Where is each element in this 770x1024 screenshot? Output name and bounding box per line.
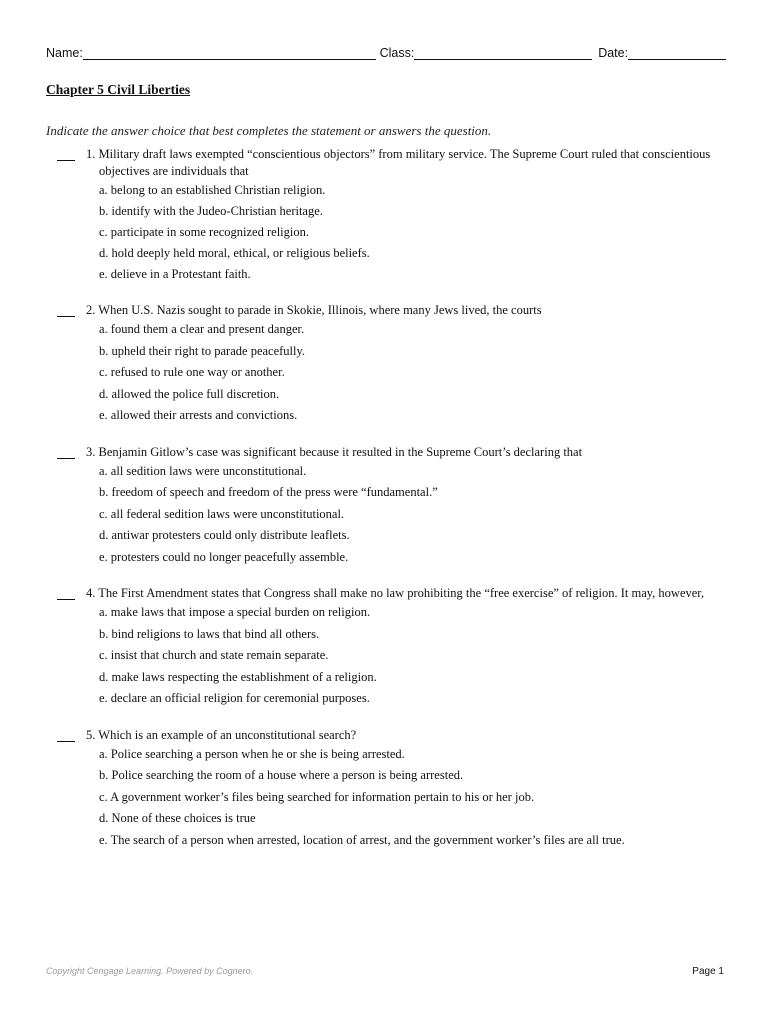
answer-blank-2[interactable]: [57, 316, 75, 317]
answer-choice: e. delieve in a Protestant faith.: [99, 267, 251, 281]
answer-choice: e. The search of a person when arrested, location of arrest, and the government worker’s files are all true.: [99, 832, 625, 847]
answer-choice: c. insist that church and state remain separate.: [99, 648, 329, 662]
class-label: Class:: [379, 46, 415, 60]
answer-choice: d. hold deeply held moral, ethical, or religious beliefs.: [99, 246, 370, 260]
question-stem: 3. Benjamin Gitlow’s case was significant because it resulted in the Supreme Court’s declaring that: [86, 444, 583, 459]
date-blank[interactable]: [628, 46, 726, 60]
instructions: Indicate the answer choice that best completes the statement or answers the question.: [46, 123, 492, 138]
answer-choice: d. make laws respecting the establishment of a religion.: [99, 669, 377, 684]
answer-choice: a. Police searching a person when he or she is being arrested.: [99, 746, 405, 761]
question-1: [0, 146, 770, 285]
question-stem: 1. Military draft laws exempted “conscientious objectors” from military service. The Supreme Court ruled that conscientious objectives are individuals that: [86, 147, 711, 178]
answer-choice: d. antiwar protesters could only distribute leaflets.: [99, 528, 350, 542]
answer-choice: a. make laws that impose a special burden on religion.: [99, 605, 371, 619]
question-5: [0, 727, 770, 852]
answer-choice: b. identify with the Judeo-Christian heritage.: [99, 204, 323, 218]
question-list: [0, 146, 770, 868]
answer-choice: c. participate in some recognized religion.: [99, 225, 309, 239]
copyright-notice: Copyright Cengage Learning. Powered by Cognero.: [46, 966, 254, 976]
answer-choice: e. declare an official religion for ceremonial purposes.: [99, 691, 370, 705]
answer-choice: d. allowed the police full discretion.: [99, 386, 280, 401]
answer-choice: b. bind religions to laws that bind all others.: [99, 626, 320, 641]
answer-choice: e. protesters could no longer peacefully assemble.: [99, 549, 349, 564]
answer-choice: c. refused to rule one way or another.: [99, 365, 285, 379]
question-stem: 4. The First Amendment states that Congress shall make no law prohibiting the “free exercise” of religion. It may, however,: [86, 586, 705, 600]
question-4: [0, 585, 770, 710]
answer-choice: a. found them a clear and present danger.: [99, 322, 305, 336]
answer-choice: b. Police searching the room of a house where a person is being arrested.: [99, 768, 464, 782]
header-fields: [46, 46, 726, 60]
answer-blank-3[interactable]: [57, 458, 75, 459]
answer-choice: a. all sedition laws were unconstitutional.: [99, 463, 307, 478]
date-label: Date:: [598, 46, 629, 60]
answer-choice: e. allowed their arrests and convictions.: [99, 408, 298, 422]
answer-blank-1[interactable]: [57, 160, 75, 161]
answer-blank-5[interactable]: [57, 741, 75, 742]
question-3: [0, 444, 770, 569]
answer-choice: b. upheld their right to parade peacefully.: [99, 343, 306, 358]
answer-choice: b. freedom of speech and freedom of the press were “fundamental.”: [99, 485, 438, 499]
question-stem: 5. Which is an example of an unconstitutional search?: [86, 727, 357, 742]
name-blank[interactable]: [83, 46, 376, 60]
answer-choice: c. all federal sedition laws were unconstitutional.: [99, 506, 345, 521]
answer-choice: c. A government worker’s files being searched for information pertain to his or her job.: [99, 789, 535, 804]
chapter-title: Chapter 5 Civil Liberties: [46, 82, 191, 97]
page-number: Page 1: [692, 966, 724, 977]
question-stem: 2. When U.S. Nazis sought to parade in Skokie, Illinois, where many Jews lived, the courts: [86, 303, 542, 317]
answer-choice: d. None of these choices is true: [99, 811, 256, 825]
question-2: [0, 302, 770, 427]
answer-choice: a. belong to an established Christian religion.: [99, 183, 326, 197]
class-blank[interactable]: [414, 46, 592, 60]
answer-blank-4[interactable]: [57, 599, 75, 600]
name-label: Name:: [46, 46, 83, 60]
